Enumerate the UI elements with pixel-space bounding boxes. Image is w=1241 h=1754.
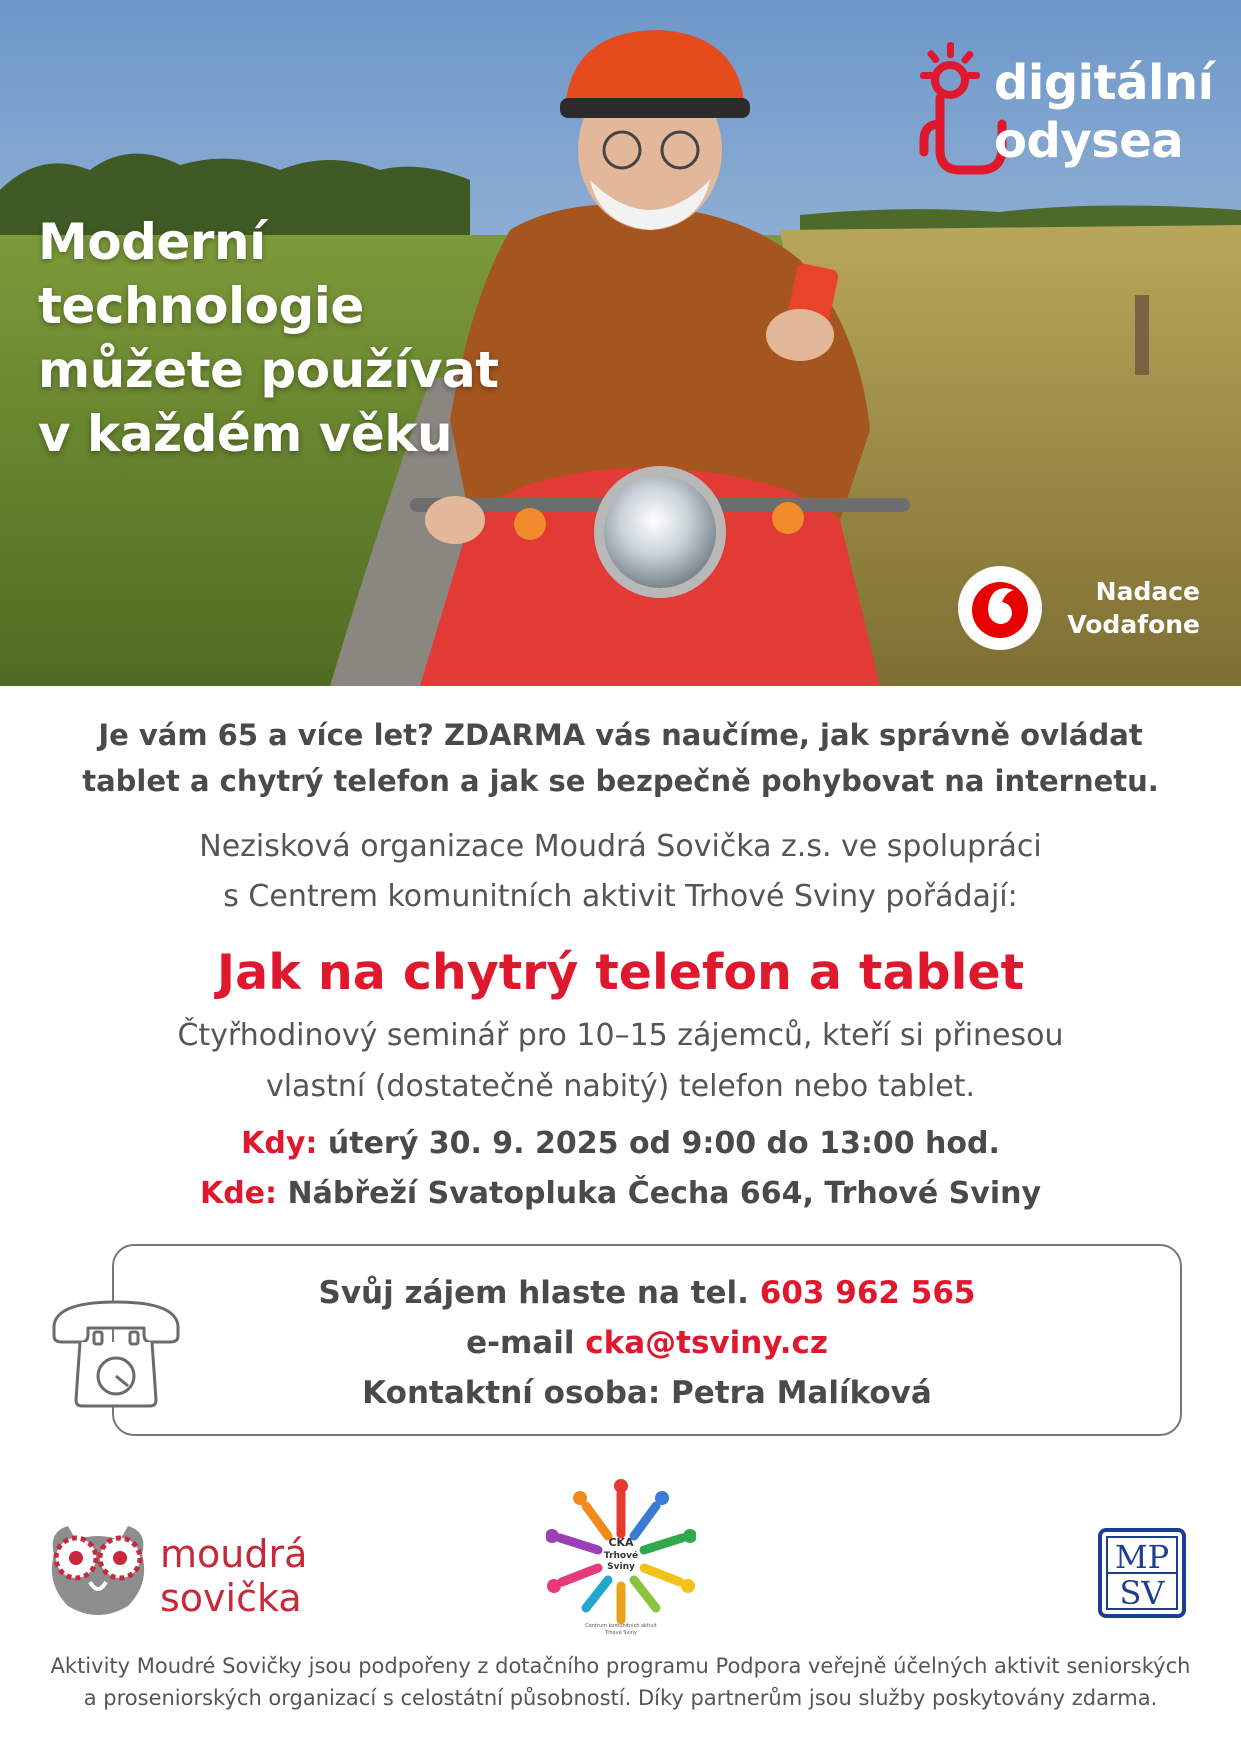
intro-text <box>0 712 1241 804</box>
intro-line: tablet a chytrý telefon a jak se bezpečně pohybovat na internetu. <box>82 764 1159 798</box>
footnote <box>0 1650 1241 1714</box>
cka-label: Trhové <box>603 1551 639 1561</box>
cka-trhove-sviny-logo <box>546 1476 696 1636</box>
cka-label: Sviny <box>607 1562 635 1572</box>
digitalni-odysea-text <box>994 54 1214 170</box>
hero-headline <box>38 210 499 466</box>
event-where <box>0 1170 1241 1218</box>
mpsv-label: SV <box>1119 1574 1165 1612</box>
moudra-sovicka-text <box>160 1532 307 1620</box>
footnote-line: a proseniorských organizací s celostátní působností. Díky partnerům jsou služby poskytovány zdarma. <box>83 1686 1158 1710</box>
event-title: Jak na chytrý telefon a tablet <box>216 944 1025 1001</box>
event-description <box>0 1010 1241 1112</box>
cka-label: CKA <box>608 1536 634 1549</box>
sponsor-text: Vodafone <box>1067 610 1200 639</box>
hero-banner <box>0 0 1241 686</box>
headline-line: Moderní <box>38 213 266 271</box>
mpsv-label: MP <box>1114 1538 1170 1576</box>
email-link[interactable]: cka@tsviny.cz <box>585 1325 828 1361</box>
contact-person: Kontaktní osoba: Petra Malíková <box>362 1375 932 1411</box>
footnote-line: Aktivity Moudré Sovičky jsou podpořeny z dotačního programu Podpora veřejně účelných aktivit seniorských <box>50 1654 1191 1678</box>
headline-line: můžete používat <box>38 341 499 399</box>
logo-text: moudrá <box>160 1532 308 1576</box>
organizer-line: Nezisková organizace Moudrá Sovička z.s. ve spolupráci <box>199 829 1042 864</box>
logo-text: sovička <box>160 1576 302 1620</box>
intro-line: Je vám 65 a více let? ZDARMA vás naučíme, jak správně ovládat <box>98 718 1143 752</box>
when-label: Kdy: <box>241 1126 318 1161</box>
logo-text: odysea <box>994 113 1184 169</box>
email-prefix: e-mail <box>466 1325 586 1361</box>
phone-prefix: Svůj zájem hlaste na tel. <box>318 1275 760 1311</box>
when-value: úterý 30. 9. 2025 od 9:00 do 13:00 hod. <box>317 1126 1000 1161</box>
phone-number-link[interactable]: 603 962 565 <box>759 1275 976 1311</box>
event-when <box>0 1120 1241 1168</box>
contact-info <box>112 1268 1182 1418</box>
where-label: Kde: <box>199 1176 278 1211</box>
description-line: vlastní (dostatečně nabitý) telefon nebo tablet. <box>265 1069 976 1104</box>
description-line: Čtyřhodinový seminář pro 10–15 zájemců, kteří si přinesou <box>177 1018 1064 1053</box>
logo-text: digitální <box>994 55 1214 111</box>
contact-email-line <box>112 1318 1182 1368</box>
where-value: Nábřeží Svatopluka Čecha 664, Trhové Sviny <box>277 1176 1042 1211</box>
organizer-text <box>0 822 1241 922</box>
organizer-line: s Centrem komunitních aktivit Trhové Sviny pořádají: <box>223 879 1018 914</box>
headline-line: technologie <box>38 277 364 335</box>
sponsor-text: Nadace <box>1095 577 1200 606</box>
cka-caption: Centrum komunitních aktivit <box>585 1623 657 1629</box>
vodafone-logo <box>956 564 1044 652</box>
headline-line: v každém věku <box>38 405 453 463</box>
mpsv-logo <box>1098 1528 1186 1618</box>
contact-phone-line <box>112 1268 1182 1318</box>
vodafone-text <box>1060 575 1200 641</box>
moudra-sovicka-owl-logo <box>46 1520 150 1620</box>
cka-caption: Trhové Sviny <box>605 1630 637 1636</box>
